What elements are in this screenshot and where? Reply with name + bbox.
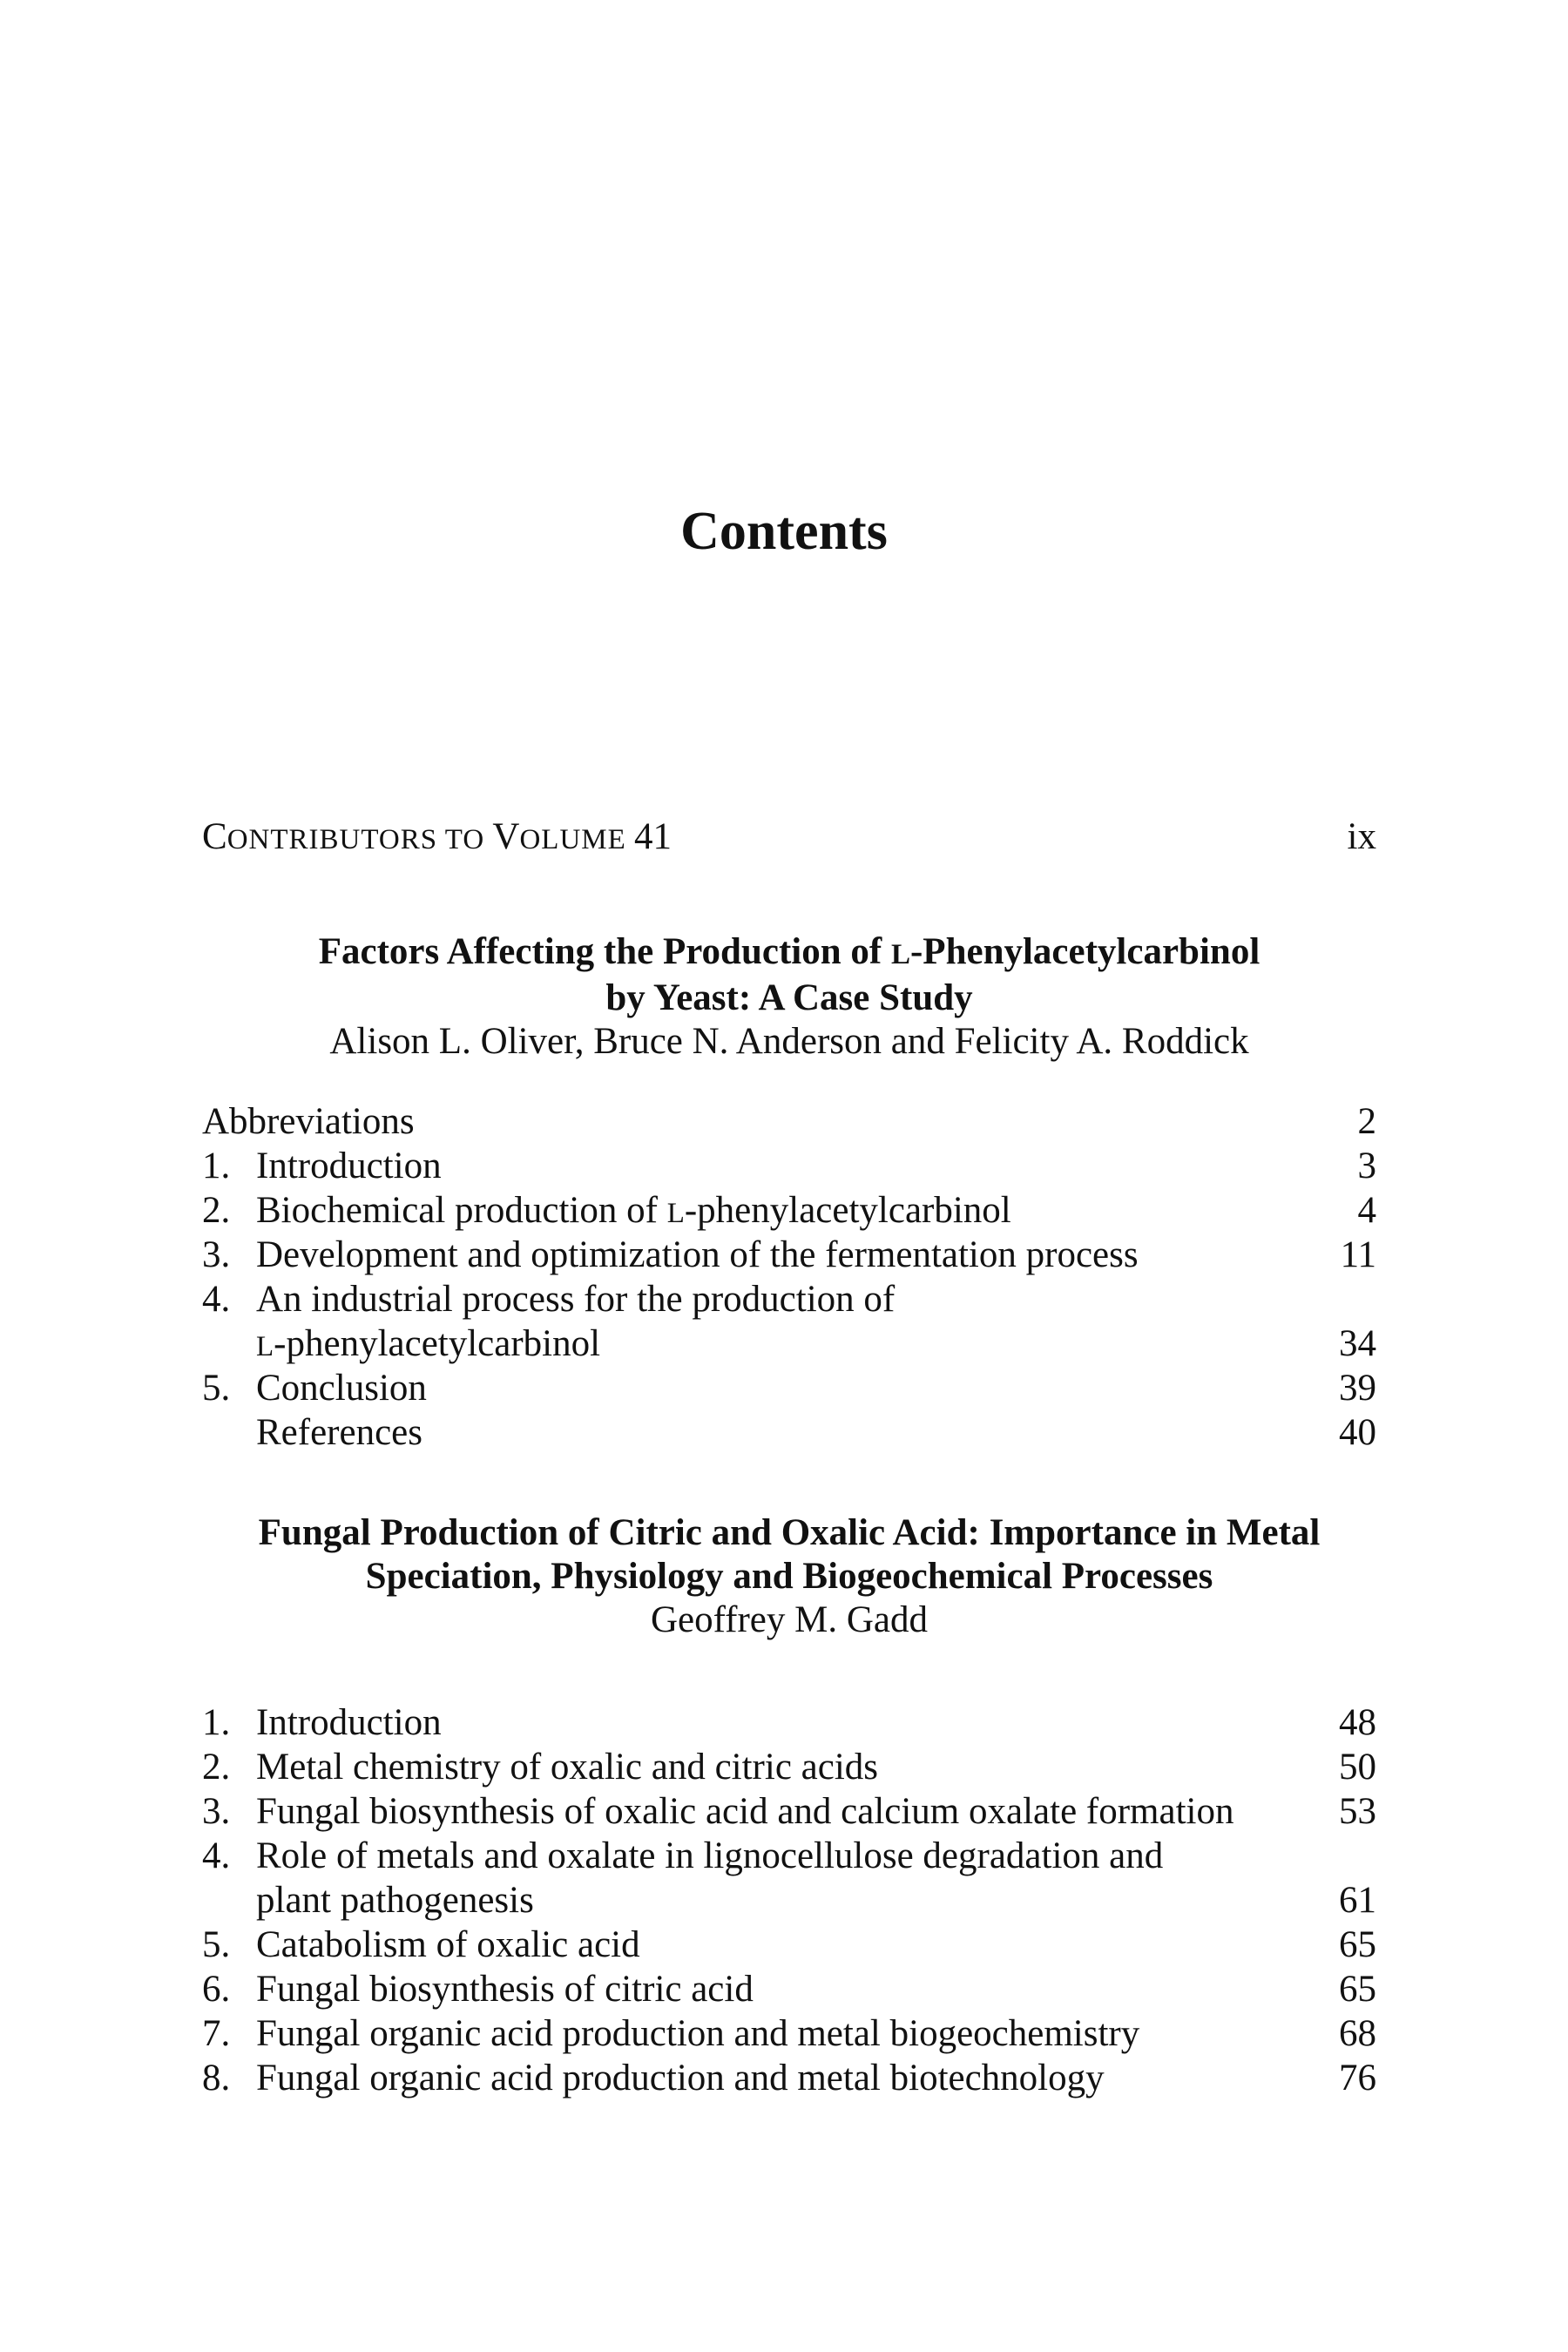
toc-entry-label: Biochemical production of L-phenylacetylcarbinol bbox=[256, 1190, 1011, 1231]
page-number: 65 bbox=[1339, 1969, 1376, 2010]
toc-entry[interactable] bbox=[202, 1144, 1376, 1188]
chapter-2-toc bbox=[202, 1700, 1376, 2100]
toc-entry-number: 7. bbox=[202, 2013, 231, 2054]
toc-entry[interactable] bbox=[202, 1366, 1376, 1410]
toc-entry[interactable] bbox=[202, 1834, 1376, 1878]
chapter-2-authors: Geoffrey M. Gadd bbox=[650, 1599, 929, 1640]
toc-entry-label: Introduction bbox=[256, 1146, 442, 1186]
page-number: 68 bbox=[1339, 2013, 1376, 2054]
toc-entry-label: Metal chemistry of oxalic and citric acids bbox=[256, 1747, 879, 1788]
toc-entry-label: L-phenylacetylcarbinol bbox=[256, 1323, 601, 1364]
chapter-1-authors: Alison L. Oliver, Bruce N. Anderson and Felicity A. Roddick bbox=[329, 1021, 1249, 1062]
toc-entry-number: 1. bbox=[202, 1146, 231, 1186]
page-number: 4 bbox=[1357, 1190, 1376, 1231]
chapter-1-title: Factors Affecting the Production of L-Phenylacetylcarbinol bbox=[318, 931, 1260, 972]
toc-entry-label: Development and optimization of the fermentation process bbox=[256, 1234, 1139, 1275]
page-number: 3 bbox=[1357, 1146, 1376, 1186]
page-number: 39 bbox=[1339, 1368, 1376, 1409]
toc-entry-number: 2. bbox=[202, 1190, 231, 1231]
toc-entry[interactable] bbox=[202, 1188, 1376, 1233]
toc-entry[interactable] bbox=[202, 1923, 1376, 1967]
toc-entry-label: Abbreviations bbox=[202, 1101, 415, 1142]
toc-entry-label: Fungal organic acid production and metal biotechnology bbox=[256, 2058, 1105, 2099]
page-number: 48 bbox=[1339, 1702, 1376, 1743]
toc-entry-label: Role of metals and oxalate in lignocellulose degradation and bbox=[256, 1835, 1164, 1876]
page-number: 76 bbox=[1339, 2058, 1376, 2099]
toc-entry-number: 3. bbox=[202, 1791, 231, 1832]
chapter-2-title-line2: Speciation, Physiology and Biogeochemical Processes bbox=[365, 1556, 1213, 1597]
toc-entry-label: plant pathogenesis bbox=[256, 1880, 534, 1921]
page-number: 2 bbox=[1357, 1101, 1376, 1142]
toc-entry-label: Conclusion bbox=[256, 1368, 427, 1409]
toc-entry[interactable] bbox=[202, 1099, 1376, 1144]
page-number: 65 bbox=[1339, 1924, 1376, 1965]
toc-entry-number: 2. bbox=[202, 1747, 231, 1788]
toc-entry-label: Catabolism of oxalic acid bbox=[256, 1924, 640, 1965]
toc-entry-number: 8. bbox=[202, 2058, 231, 2099]
toc-entry[interactable] bbox=[202, 2056, 1376, 2100]
toc-entry-continuation[interactable] bbox=[202, 1321, 1376, 1366]
page-number: 61 bbox=[1339, 1880, 1376, 1921]
toc-entry-label: Introduction bbox=[256, 1702, 442, 1743]
toc-entry[interactable] bbox=[202, 1233, 1376, 1277]
contributors-entry[interactable] bbox=[202, 814, 1376, 859]
toc-entry-number: 3. bbox=[202, 1234, 231, 1275]
toc-entry[interactable] bbox=[202, 1789, 1376, 1834]
toc-entry[interactable] bbox=[202, 1700, 1376, 1745]
page-number: 11 bbox=[1340, 1234, 1376, 1275]
chapter-1-title-line2: by Yeast: A Case Study bbox=[605, 977, 973, 1018]
toc-entry[interactable] bbox=[202, 2011, 1376, 2056]
chapter-2-heading bbox=[202, 1511, 1376, 1642]
page-number: 40 bbox=[1339, 1412, 1376, 1453]
toc-entry[interactable] bbox=[202, 1967, 1376, 2011]
contributors-label: CONTRIBUTORS TO VOLUME 41 bbox=[202, 816, 672, 857]
toc-entry[interactable] bbox=[202, 1277, 1376, 1321]
chapter-1-toc bbox=[202, 1099, 1376, 1455]
toc-entry-continuation[interactable] bbox=[202, 1878, 1376, 1923]
toc-entry-number: 6. bbox=[202, 1969, 231, 2010]
toc-entry-number: 5. bbox=[202, 1368, 231, 1409]
chapter-1-heading bbox=[202, 930, 1376, 1064]
toc-entry-label: Fungal biosynthesis of oxalic acid and calcium oxalate formation bbox=[256, 1791, 1234, 1832]
toc-entry-number: 5. bbox=[202, 1924, 231, 1965]
toc-entry-number: 4. bbox=[202, 1835, 231, 1876]
toc-entry-label: Fungal organic acid production and metal biogeochemistry bbox=[256, 2013, 1140, 2054]
toc-entry-label: References bbox=[256, 1412, 422, 1453]
toc-entry[interactable] bbox=[202, 1410, 1376, 1455]
chapter-2-title: Fungal Production of Citric and Oxalic Acid: Importance in Metal bbox=[258, 1512, 1321, 1553]
page-number: 34 bbox=[1339, 1323, 1376, 1364]
toc-entry-label: An industrial process for the production of bbox=[256, 1279, 896, 1320]
page-number: 53 bbox=[1339, 1791, 1376, 1832]
page-number: 50 bbox=[1339, 1747, 1376, 1788]
toc-entry-number: 1. bbox=[202, 1702, 231, 1743]
toc-entry-number: 4. bbox=[202, 1279, 231, 1320]
toc-entry[interactable] bbox=[202, 1745, 1376, 1789]
page-title: Contents bbox=[680, 502, 888, 561]
toc-entry-label: Fungal biosynthesis of citric acid bbox=[256, 1969, 754, 2010]
page-number: ix bbox=[1347, 816, 1376, 857]
